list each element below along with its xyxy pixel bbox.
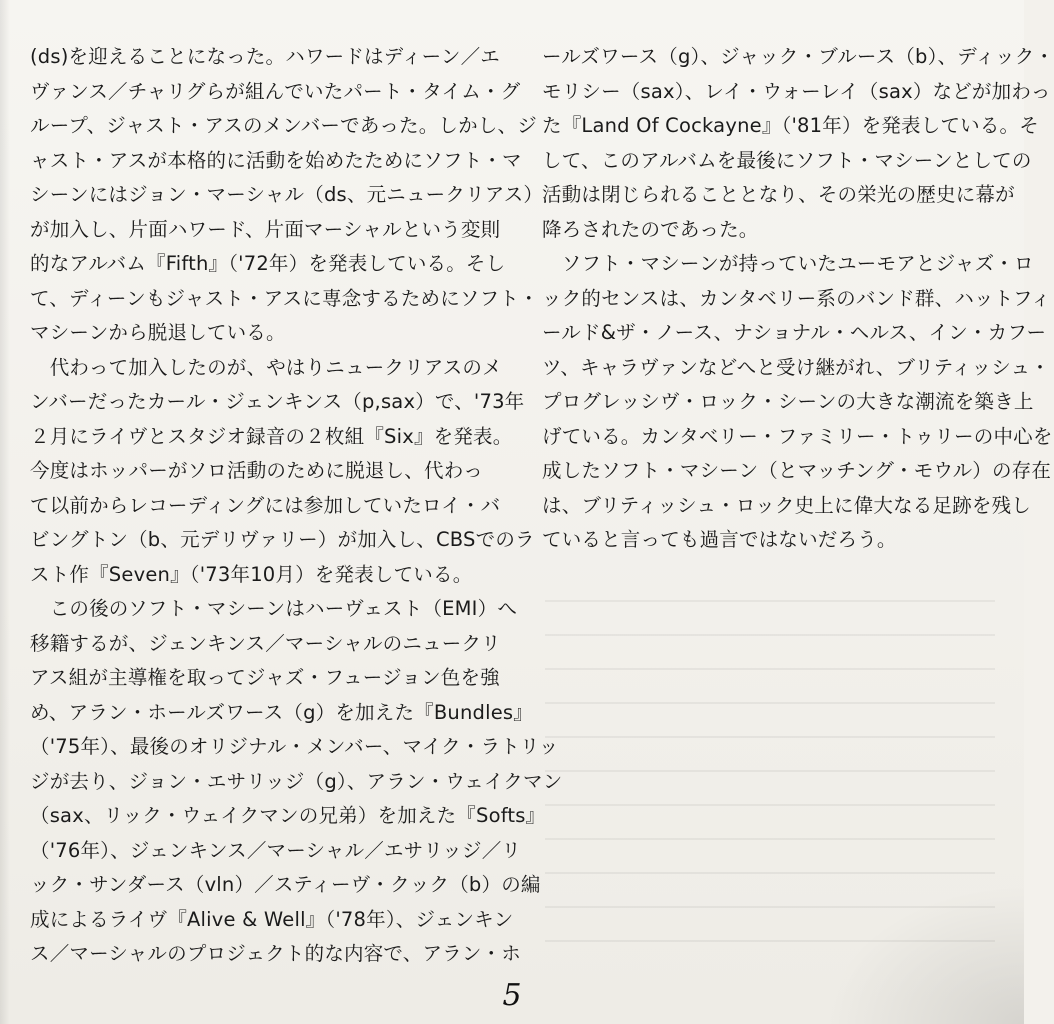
text-line: ャスト・アスが本格的に活動を始めたためにソフト・マ	[30, 148, 522, 172]
text-line: プログレッシヴ・ロック・シーンの大きな潮流を築き上	[542, 390, 1034, 413]
text-line: ソフト・マシーンが持っていたユーモアとジャズ・ロ	[542, 252, 1034, 275]
text-line: げている。カンタベリー・ファミリー・トゥリーの中心を	[542, 424, 1053, 448]
text-line: （sax、リック・ウェイクマンの兄弟）を加えた『Softs』	[30, 804, 546, 827]
text-line: 移籍するが、ジェンキンス／マーシャルのニュークリ	[30, 631, 501, 655]
text-line: ループ、ジャスト・アスのメンバーであった。しかし、ジ	[30, 114, 537, 137]
text-line: が加入し、片面ハワード、片面マーシャルという変則	[30, 217, 501, 241]
text-line: ２月にライヴとスタジオ録音の２枚組『Six』を発表。	[30, 424, 513, 448]
text-line: ジが去り、ジョン・エサリッジ（g）、アラン・ウェイクマン	[30, 769, 563, 793]
text-line: た『Land Of Cockayne』（'81年）を発表している。そ	[542, 114, 1039, 137]
right-text-column	[542, 40, 1054, 558]
text-line: ヴァンス／チャリグらが組んでいたパート・タイム・グ	[30, 79, 521, 103]
text-line: 的なアルバム『Fifth』（'72年）を発表している。そし	[30, 252, 506, 275]
left-text-column	[30, 40, 563, 972]
text-line: め、アラン・ホールズワース（g）を加えた『Bundles』	[30, 700, 533, 724]
text-line: スト作『Seven』（'73年10月）を発表している。	[30, 562, 473, 586]
text-line: マシーンから脱退している。	[30, 321, 286, 344]
text-line: ツ、キャラヴァンなどへと受け継がれ、ブリティッシュ・	[542, 355, 1050, 379]
text-line: ビングトン（b、元デリヴァリー）が加入し、CBSでのラ	[30, 528, 535, 551]
text-line: 成によるライヴ『Alive & Well』（'78年）、ジェンキン	[30, 907, 514, 931]
text-line: ールド&ザ・ノース、ナショナル・ヘルス、イン・カフー	[542, 321, 1047, 344]
text-line: て以前からレコーディングには参加していたロイ・バ	[30, 493, 501, 517]
text-line: 代わって加入したのが、やはりニュークリアスのメ	[30, 355, 502, 379]
spine-shadow	[0, 0, 10, 1024]
text-line: （'75年）、最後のオリジナル・メンバー、マイク・ラトリッ	[30, 735, 559, 758]
text-line: モリシー（sax）、レイ・ウォーレイ（sax）などが加わっ	[542, 79, 1051, 103]
text-line: ンバーだったカール・ジェンキンス（p,sax）で、'73年	[30, 390, 525, 413]
text-line: (ds)を迎えることになった。ハワードはディーン／エ	[30, 45, 501, 68]
text-line: 今度はホッパーがソロ活動のために脱退し、代わっ	[30, 459, 483, 482]
text-line: て、ディーンもジャスト・アスに専念するためにソフト・	[30, 286, 539, 310]
text-line: 活動は閉じられることとなり、その栄光の歴史に幕が	[542, 183, 1015, 206]
show-through-text	[545, 600, 995, 960]
text-line: ック・サンダース（vln）／スティーヴ・クック（b）の編	[30, 873, 541, 896]
text-line: 成したソフト・マシーン（とマッチング・モウル）の存在	[542, 459, 1052, 482]
page-number: 5	[502, 978, 522, 1013]
text-line: は、ブリティッシュ・ロック史上に偉大なる足跡を残し	[542, 493, 1031, 517]
text-line: して、このアルバムを最後にソフト・マシーンとしての	[542, 148, 1032, 172]
text-line: ス／マーシャルのプロジェクト的な内容で、アラン・ホ	[30, 942, 521, 965]
text-line: シーンにはジョン・マーシャル（ds、元ニュークリアス）	[30, 183, 544, 206]
text-line: 降ろされたのであった。	[542, 217, 759, 241]
text-line: アス組が主導権を取ってジャズ・フュージョン色を強	[30, 666, 500, 689]
text-line: ック的センスは、カンタベリー系のバンド群、ハットフィ	[542, 286, 1051, 310]
text-line: この後のソフト・マシーンはハーヴェスト（EMI）へ	[30, 597, 518, 620]
text-line: ていると言っても過言ではないだろう。	[542, 528, 897, 551]
text-line: ールズワース（g）、ジャック・ブルース（b）、ディック・	[542, 45, 1054, 68]
text-line: （'76年）、ジェンキンス／マーシャル／エサリッジ／リ	[30, 838, 522, 862]
